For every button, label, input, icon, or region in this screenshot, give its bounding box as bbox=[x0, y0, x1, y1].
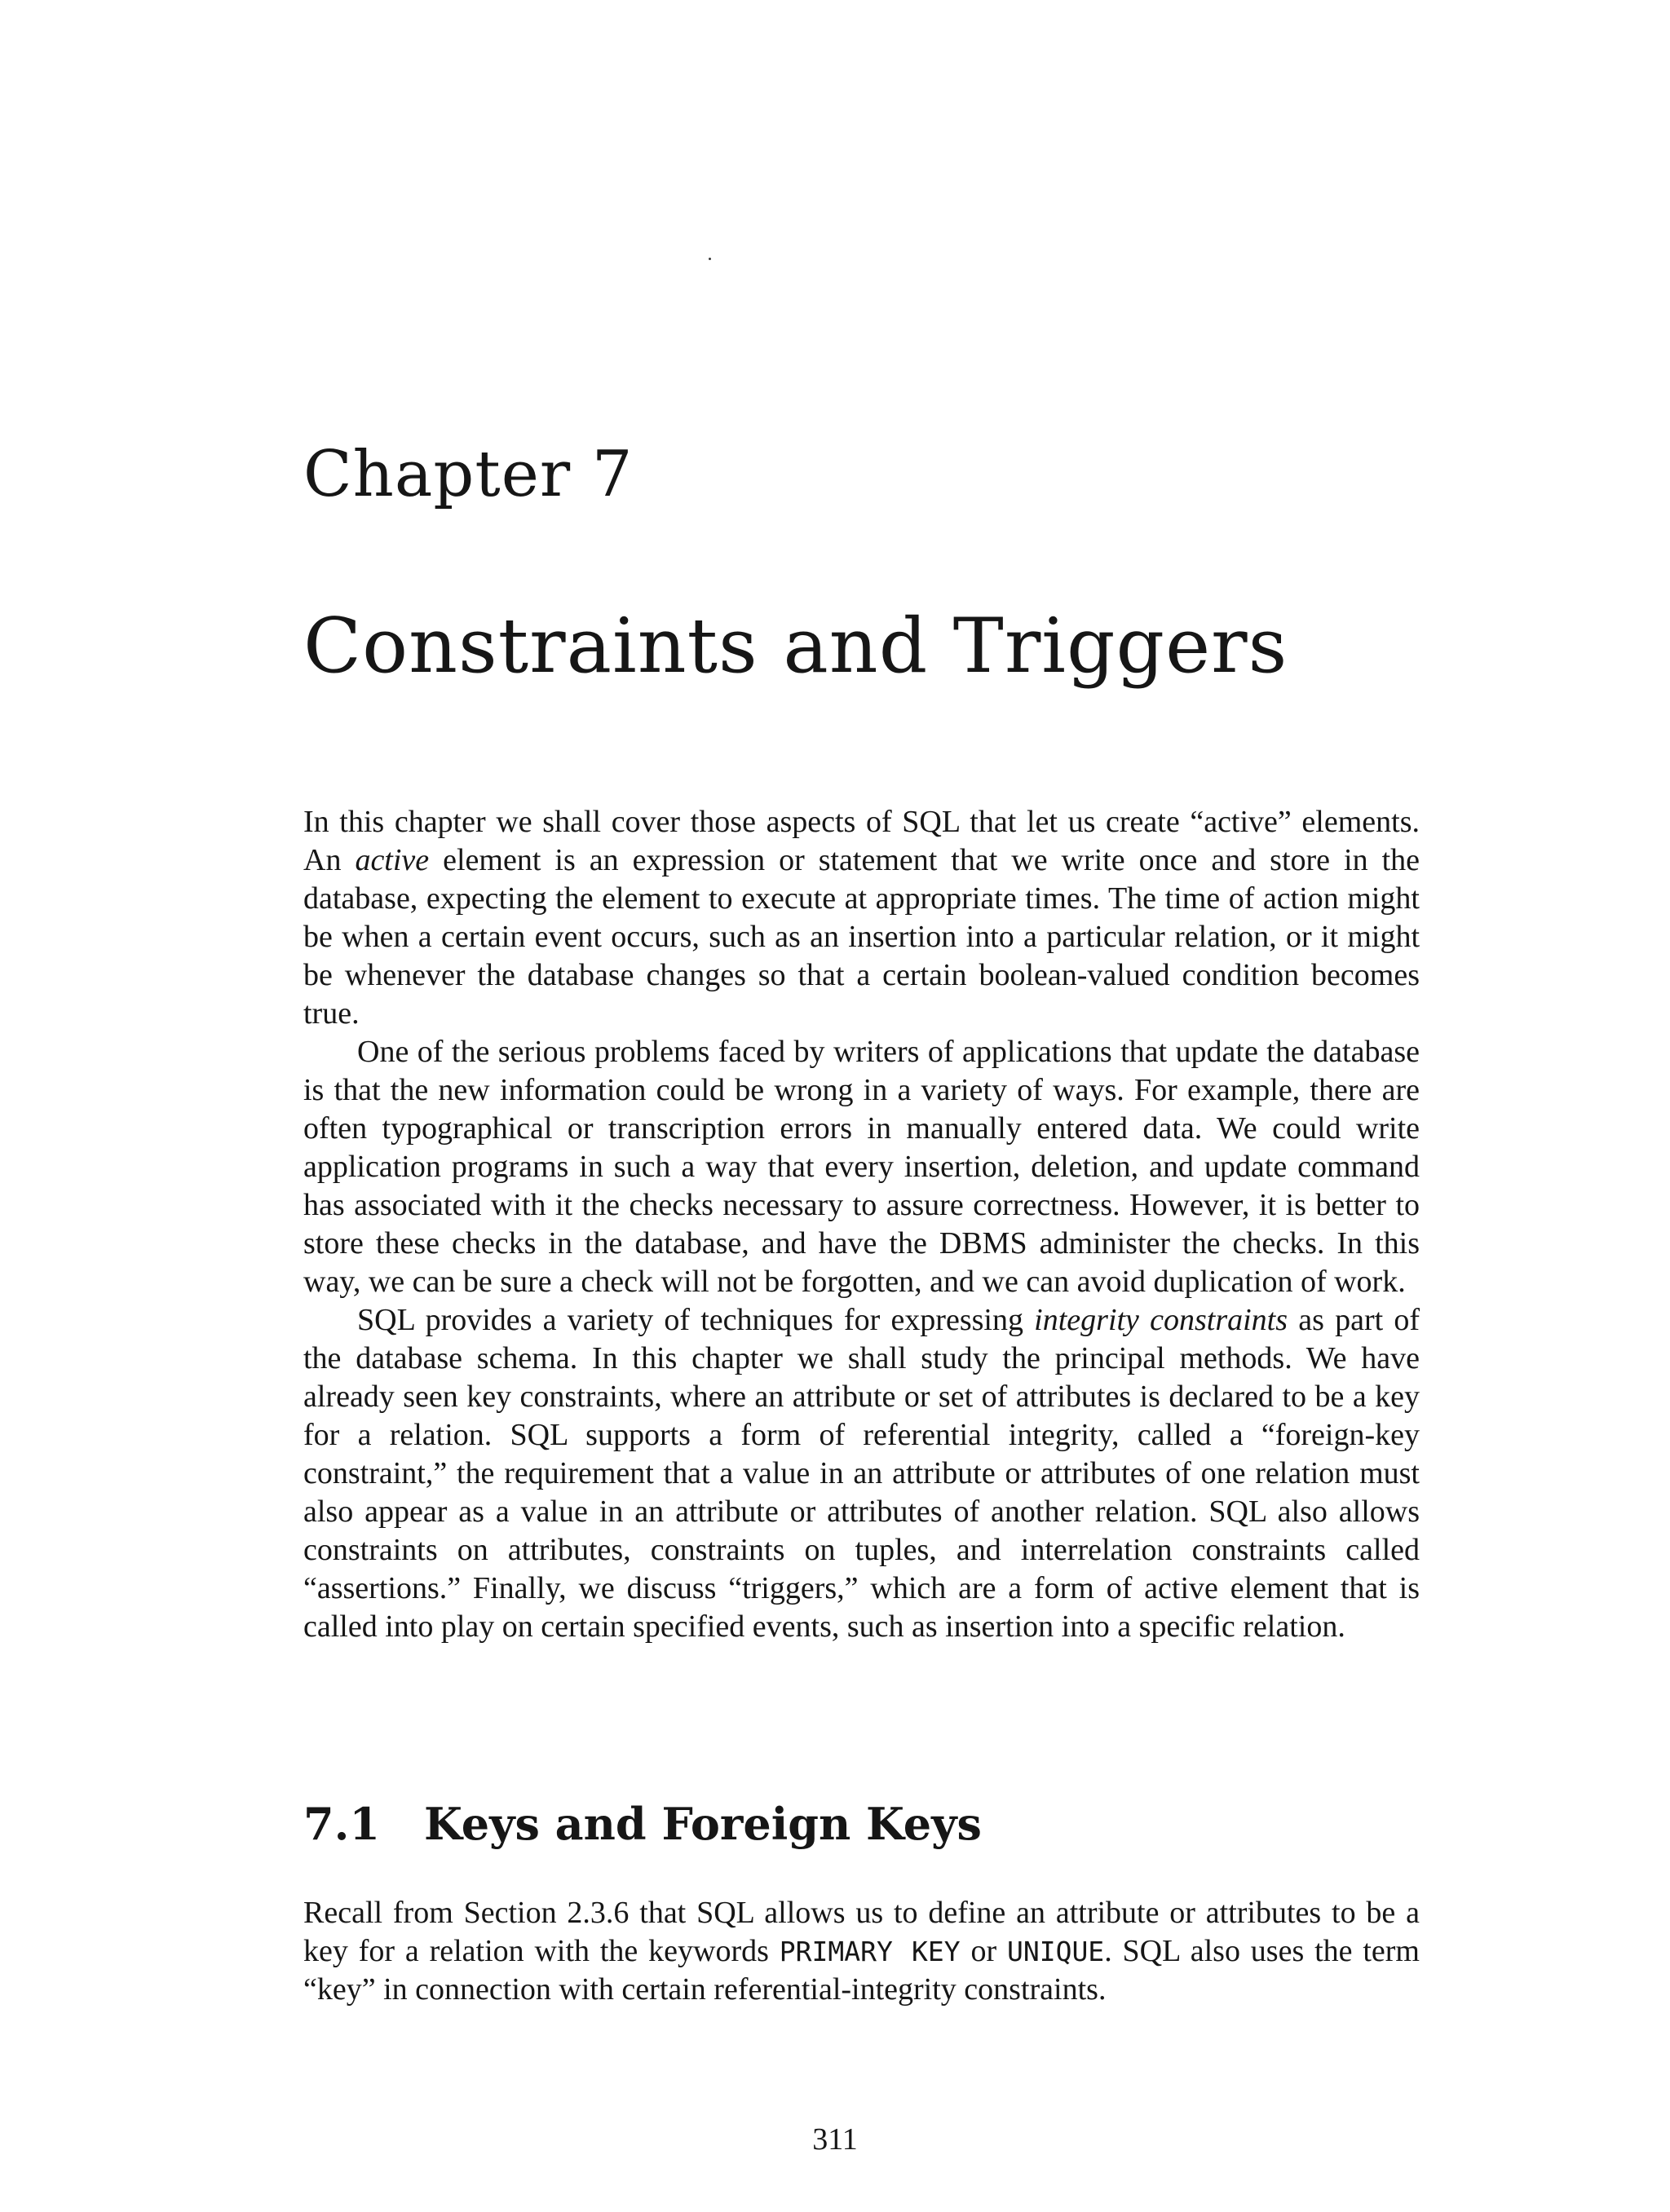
section-paragraph-1-text-a: Recall from Section 2.3.6 that SQL allows us to define an attribute or attributes to be a key for a relation with the keywords bbox=[303, 1896, 1420, 1968]
intro-paragraph-1 bbox=[303, 803, 1420, 1033]
keyword-primary-key: PRIMARY KEY bbox=[779, 1936, 961, 1967]
scan-speck bbox=[709, 258, 711, 260]
section-body bbox=[303, 1894, 1420, 2009]
section-title: Keys and Foreign Keys bbox=[424, 1798, 982, 1850]
page-number: 311 bbox=[812, 2122, 858, 2157]
section-heading bbox=[303, 1798, 982, 1850]
keyword-unique: UNIQUE bbox=[1006, 1936, 1105, 1967]
chapter-title: Constraints and Triggers bbox=[303, 602, 1288, 690]
term-active: active bbox=[355, 843, 430, 877]
section-paragraph-1 bbox=[303, 1894, 1420, 2009]
chapter-intro bbox=[303, 803, 1420, 1646]
section-paragraph-1-text-b: or bbox=[960, 1934, 1007, 1968]
section-number: 7.1 bbox=[303, 1798, 380, 1850]
intro-paragraph-1-text-b: element is an expression or statement that we write once and store in the database, expecting the element to execute at appropriate times. The time of action might be when a certain event occurs, such as an insertion into a particular relation, or it might be whenever the database changes so that a certain boolean-valued condition becomes true. bbox=[303, 843, 1420, 1031]
intro-paragraph-3 bbox=[303, 1301, 1420, 1646]
intro-paragraph-3-text-b: as part of the database schema. In this chapter we shall study the principal methods. We have already seen key constraints, where an attribute or set of attributes is declared to be a key for a relation. SQL supports a form of referential integrity, called a “foreign-key constraint,” the requirement that a value in an attribute or attributes of one relation must also appear as a value in an attribute or attributes of another relation. SQL also allows constraints on attributes, constraints on tuples, and interrelation constraints called “assertions.” Finally, we discuss “triggers,” which are a form of active element that is called into play on certain specified events, such as insertion into a specific relation. bbox=[303, 1303, 1420, 1644]
chapter-label: Chapter 7 bbox=[303, 438, 634, 511]
term-integrity-constraints: integrity constraints bbox=[1034, 1303, 1288, 1337]
intro-paragraph-1-text-a: In this chapter we shall cover those aspects of SQL that let us create “active” elements. An bbox=[303, 805, 1420, 877]
section-paragraph-1-text-c: . SQL also uses the term “key” in connection with certain referential-integrity constraints. bbox=[303, 1934, 1420, 2007]
intro-paragraph-2: One of the serious problems faced by writers of applications that update the database is that the new information could be wrong in a variety of ways. For example, there are often typographical or transcription errors in manually entered data. We could write application programs in such a way that every insertion, deletion, and update command has associated with it the checks necessary to assure correctness. However, it is better to store these checks in the database, and have the DBMS administer the checks. In this way, we can be sure a check will not be forgotten, and we can avoid duplication of work. bbox=[303, 1035, 1420, 1299]
intro-paragraph-3-text-a: SQL provides a variety of techniques for expressing bbox=[357, 1303, 1035, 1337]
